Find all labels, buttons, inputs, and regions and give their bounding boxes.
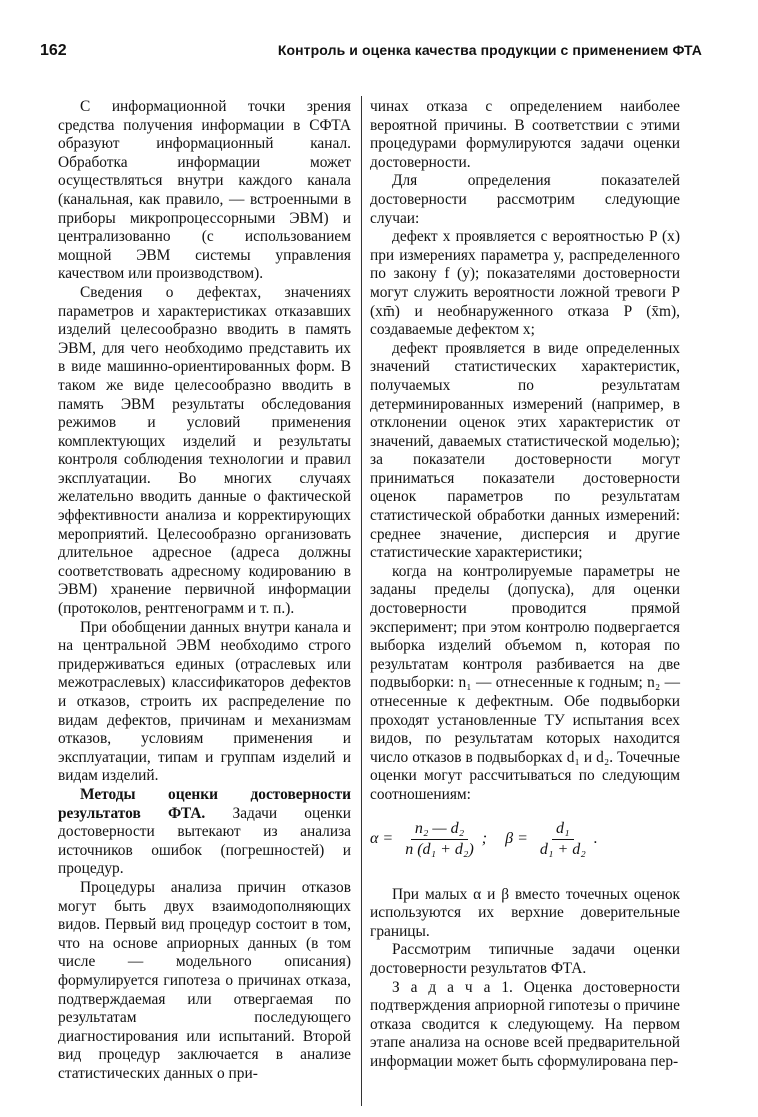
beta-numerator: d₁ [552,819,574,840]
alpha-numerator: n₂ — d₂ [411,819,468,840]
right-column [370,98,680,1072]
section-paragraph [58,786,351,879]
alpha-denominator: n (d₁ + d₂) [405,840,474,858]
paragraph: дефект проявляется в виде определенных значений статистических характеристик, получаемых по результатам детерминированных измерений (например, в отклонении оценок этих характеристик от значений, даваемых статистической моделью); за показатели достоверности могут приниматься показатели достоверности оценок параметров по результатам статистической обработки данных измерений: среднее значение, дисперсия и другие статистические характеристики; [370,339,680,562]
page-header [0,0,758,90]
section-heading: Методы оценки достоверности результатов ФТА. [58,785,351,822]
page-number: 162 [40,42,67,59]
formula-beta: β [505,829,514,847]
paragraph: Сведения о дефектах, значениях параметров и характеристиках отказавших изделий целесообразно вводить в память ЭВМ, для чего необходимо представить их в виде машинно-ориентированных форм. В таком же виде целесообразно вводить в память ЭВМ результаты обследования режимов и условий применения комплектующих изделий и результаты контроля соблюдения технологии и правил эксплуатации. Во многих случаях желательно вводить данные о фактической эффективности анализа и корректирующих мероприятий. Целесообразно организовать длительное адресное (адреса должны соответствовать адресному кодированию в ЭВМ) хранение первичной информации (протоколов, рентгенограмм и т. п.). [58,283,351,618]
paragraph: З а д а ч а 1. Оценка достоверности подтверждения априорной гипотезы о причине отказа сводится к следующему. На первом этапе анализа на основе всей предварительной информации может быть сформулирована пер- [370,978,680,1070]
formula [370,819,680,860]
alpha-fraction [401,819,478,860]
left-column [58,98,351,1083]
paragraph: Рассмотрим типичные задачи оценки достоверности результатов ФТА. [370,941,680,977]
paragraph: дефект x проявляется с вероятностью P (x) при измерениях параметра y, распределенного по закону f (y); показателями достоверности могут служить вероятности ложной тревоги P (xm̄) и необнаруженного отказа P (x̄m), создаваемые дефектом x; [370,228,680,339]
paragraph: Процедуры анализа причин отказов могут быть двух взаимодополняющих видов. Первый вид процедур состоит в том, что на основе априорных данных (в том числе — модельного описания) формулируется гипотеза о причинах отказа, подтверждаемая или отвергаемая по результатам последующего диагностирования или испытаний. Второй вид процедур заключается в анализе статистических данных о при- [58,878,351,1082]
beta-denominator: d₁ + d₂ [539,840,586,858]
beta-fraction [536,819,590,860]
formula-separator: ; [481,829,488,847]
paragraph: При обобщении данных внутри канала и на центральной ЭВМ необходимо строго придерживаться единых (отраслевых или межотраслевых) классификаторов дефектов и отказов, строить их распределение по видам дефектов, причинам и механизмам отказов, условиям применения и эксплуатации, типам и группам изделий и видам изделий. [58,618,351,785]
column-divider [361,96,362,1106]
formula-alpha: α [370,829,379,847]
formula-end: . [593,829,598,847]
paragraph: Для определения показателей достоверности рассмотрим следующие случаи: [370,172,680,227]
paragraph: При малых α и β вместо точечных оценок используются их верхние доверительные границы. [370,885,680,940]
running-title: Контроль и оценка качества продукции с применением ФТА [277,42,702,58]
formula-equals: = [382,829,394,847]
formula-equals: = [517,829,528,847]
section-text: Задачи оценки достоверности вытекают из анализа источников ошибок (погрешностей) и процедур. [58,804,351,878]
paragraph: чинах отказа с определением наиболее вероятной причины. В соответствии с этими процедурами формулируются задачи оценки достоверности. [370,98,680,171]
paragraph: когда на контролируемые параметры не заданы пределы (допуска), для оценки достоверности проводится прямой эксперимент; при этом контролю подвергается выборка изделий объемом n, которая по результатам контроля разбивается на две подвыборки: n₁ — отнесенные к годным; n₂ — отнесенные к дефектным. Обе подвыборки проходят установленные ТУ испытания всех видов, по результатам которых находится число отказов в подвыборках d₁ и d₂. Точечные оценки могут рассчитываться по следующим соотношениям: [370,562,680,803]
paragraph: С информационной точки зрения средства получения информации в СФТА образуют информационный канал. Обработка информации может осуществляться внутри каждого канала (канальная, как правило, — встроенными в приборы микропроцессорными ЭВМ) и централизованно (с использованием мощной ЭВМ системы управления качеством или производством). [58,98,351,283]
